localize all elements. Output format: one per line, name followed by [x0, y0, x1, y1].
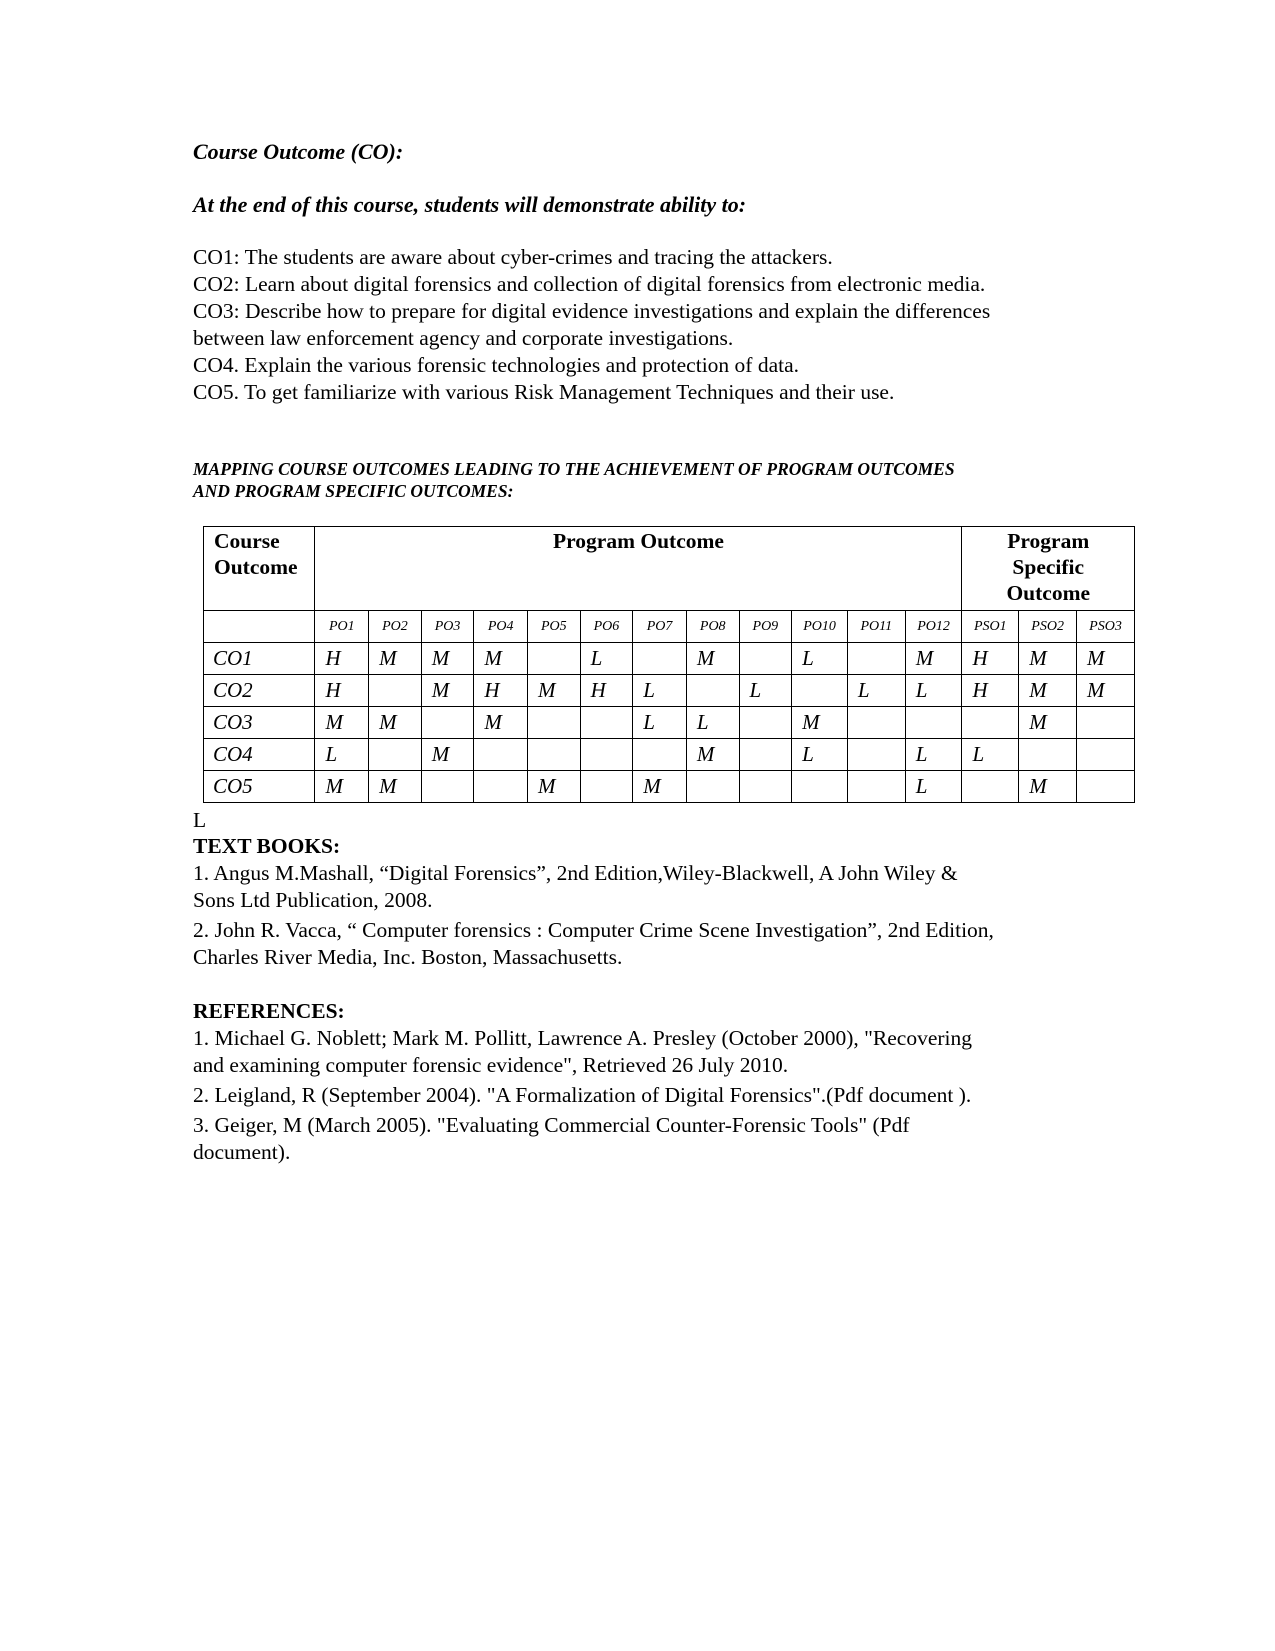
table-cell — [369, 739, 422, 771]
text-book-item — [193, 917, 1093, 971]
column-label: PSO2 — [1019, 611, 1077, 643]
column-label: PO1 — [315, 611, 369, 643]
column-label: PO9 — [739, 611, 792, 643]
reference-line: 2. Leigland, R (September 2004). "A Formalization of Digital Forensics".(Pdf document ). — [193, 1083, 972, 1107]
table-cell — [528, 739, 581, 771]
course-outcome-heading: Course Outcome (CO): — [193, 139, 404, 164]
table-cell: M — [528, 771, 581, 803]
table-cell: L — [580, 643, 633, 675]
header-program-outcome: Program Outcome — [315, 527, 962, 611]
header-text: Outcome — [1006, 581, 1091, 605]
mapping-title-line: AND PROGRAM SPECIFIC OUTCOMES: — [193, 481, 514, 501]
column-label: PO8 — [686, 611, 739, 643]
table-cell: H — [580, 675, 633, 707]
table-cell: M — [1019, 643, 1077, 675]
table-cell: M — [474, 643, 528, 675]
table-cell: L — [905, 739, 962, 771]
stray-letter: L — [193, 808, 207, 832]
table-cell: H — [962, 643, 1019, 675]
table-cell — [686, 771, 739, 803]
reference-item — [193, 1112, 1093, 1166]
reference-line: 1. Michael G. Noblett; Mark M. Pollitt, Lawrence A. Presley (October 2000), "Recovering — [193, 1026, 973, 1050]
mapping-title-line: MAPPING COURSE OUTCOMES LEADING TO THE ACHIEVEMENT OF PROGRAM OUTCOMES — [193, 459, 955, 479]
column-label-row — [204, 611, 1135, 643]
table-cell — [686, 675, 739, 707]
row-label: CO2 — [204, 675, 315, 707]
reference-line: document). — [193, 1140, 291, 1164]
reference-item — [193, 1025, 1093, 1079]
table-cell — [739, 707, 792, 739]
reference-item — [193, 1082, 1093, 1109]
mapping-title — [193, 458, 955, 502]
table-cell — [580, 771, 633, 803]
co-line: CO2: Learn about digital forensics and collection of digital forensics from electronic media. — [193, 272, 986, 296]
table-cell — [792, 771, 848, 803]
table-cell: M — [421, 739, 474, 771]
table-cell — [1019, 739, 1077, 771]
table-row — [204, 643, 1135, 675]
co-line: between law enforcement agency and corporate investigations. — [193, 326, 734, 350]
row-label: CO5 — [204, 771, 315, 803]
column-label: PO10 — [792, 611, 848, 643]
header-text: Course — [214, 529, 280, 553]
table-cell — [1077, 707, 1135, 739]
table-cell: M — [528, 675, 581, 707]
table-cell: M — [633, 771, 687, 803]
table-cell: M — [1019, 707, 1077, 739]
table-row — [204, 771, 1135, 803]
row-label: CO1 — [204, 643, 315, 675]
table-cell — [962, 707, 1019, 739]
table-cell: M — [369, 771, 422, 803]
table-cell: M — [1077, 675, 1135, 707]
co-line: CO1: The students are aware about cyber-crimes and tracing the attackers. — [193, 245, 833, 269]
course-outcome-intro: At the end of this course, students will demonstrate ability to: — [193, 192, 747, 217]
co-po-mapping-table — [203, 526, 1135, 803]
references-heading: REFERENCES: — [193, 999, 345, 1023]
column-label: PO11 — [847, 611, 905, 643]
table-cell: M — [369, 643, 422, 675]
column-label: PSO3 — [1077, 611, 1135, 643]
row-label: CO3 — [204, 707, 315, 739]
table-cell — [792, 675, 848, 707]
text-book-line: 2. John R. Vacca, “ Computer forensics : Computer Crime Scene Investigation”, 2nd Edition, — [193, 918, 994, 942]
table-row — [204, 739, 1135, 771]
table-cell — [421, 771, 474, 803]
column-label: PO7 — [633, 611, 687, 643]
table-cell: M — [686, 643, 739, 675]
table-cell — [962, 771, 1019, 803]
table-cell: L — [792, 739, 848, 771]
table-cell — [369, 675, 422, 707]
table-cell: L — [847, 675, 905, 707]
table-cell: M — [1077, 643, 1135, 675]
table-cell — [633, 739, 687, 771]
table-cell: L — [315, 739, 369, 771]
co-line: CO5. To get familiarize with various Risk Management Techniques and their use. — [193, 380, 895, 404]
text-book-line: Charles River Media, Inc. Boston, Massachusetts. — [193, 945, 623, 969]
table-cell — [633, 643, 687, 675]
column-label: PO6 — [580, 611, 633, 643]
course-outcome-list — [193, 244, 1093, 406]
text-books-heading: TEXT BOOKS: — [193, 834, 341, 858]
table-cell — [474, 771, 528, 803]
column-label-empty — [204, 611, 315, 643]
table-cell: L — [633, 707, 687, 739]
table-cell — [739, 739, 792, 771]
table-cell — [739, 771, 792, 803]
table-cell: L — [962, 739, 1019, 771]
table-cell — [580, 739, 633, 771]
table-cell — [739, 643, 792, 675]
table-cell: M — [369, 707, 422, 739]
header-text: Program — [1007, 529, 1090, 553]
table-cell — [1077, 771, 1135, 803]
table-cell — [905, 707, 962, 739]
table-cell: L — [792, 643, 848, 675]
table-cell — [847, 739, 905, 771]
table-cell: M — [315, 707, 369, 739]
co-line: CO3: Describe how to prepare for digital evidence investigations and explain the differences — [193, 299, 991, 323]
table-cell: H — [315, 643, 369, 675]
table-row — [204, 707, 1135, 739]
table-cell — [528, 643, 581, 675]
co-line: CO4. Explain the various forensic technologies and protection of data. — [193, 353, 800, 377]
table-cell: L — [633, 675, 687, 707]
row-label: CO4 — [204, 739, 315, 771]
table-cell: L — [686, 707, 739, 739]
reference-line: 3. Geiger, M (March 2005). "Evaluating Commercial Counter-Forensic Tools" (Pdf — [193, 1113, 910, 1137]
table-cell — [847, 643, 905, 675]
table-cell: M — [421, 643, 474, 675]
table-cell: M — [474, 707, 528, 739]
table-cell — [847, 707, 905, 739]
column-label: PSO1 — [962, 611, 1019, 643]
table-cell — [474, 739, 528, 771]
references-list — [193, 1025, 1093, 1169]
header-program-specific-outcome — [962, 527, 1135, 611]
table-cell: M — [792, 707, 848, 739]
table-cell — [847, 771, 905, 803]
table-cell: L — [905, 675, 962, 707]
table-cell: M — [1019, 675, 1077, 707]
text-book-item — [193, 860, 1093, 914]
table-cell — [1077, 739, 1135, 771]
table-cell — [421, 707, 474, 739]
text-book-line: 1. Angus M.Mashall, “Digital Forensics”, 2nd Edition,Wiley-Blackwell, A John Wiley & — [193, 861, 958, 885]
reference-line: and examining computer forensic evidence", Retrieved 26 July 2010. — [193, 1053, 789, 1077]
table-header-row — [204, 527, 1135, 611]
table-cell: H — [315, 675, 369, 707]
text-book-line: Sons Ltd Publication, 2008. — [193, 888, 433, 912]
text-books-list — [193, 860, 1093, 974]
table-cell: M — [686, 739, 739, 771]
table-cell — [528, 707, 581, 739]
table-cell: L — [739, 675, 792, 707]
table-cell: M — [315, 771, 369, 803]
table-cell: H — [962, 675, 1019, 707]
header-text: Specific — [1012, 555, 1085, 579]
table-cell: L — [905, 771, 962, 803]
column-label: PO3 — [421, 611, 474, 643]
header-text: Outcome — [214, 555, 298, 579]
column-label: PO4 — [474, 611, 528, 643]
table-cell: H — [474, 675, 528, 707]
column-label: PO12 — [905, 611, 962, 643]
header-course-outcome — [204, 527, 315, 611]
table-cell: M — [1019, 771, 1077, 803]
table-cell — [580, 707, 633, 739]
table-row — [204, 675, 1135, 707]
column-label: PO2 — [369, 611, 422, 643]
column-label: PO5 — [528, 611, 581, 643]
table-cell: M — [905, 643, 962, 675]
table-cell: M — [421, 675, 474, 707]
